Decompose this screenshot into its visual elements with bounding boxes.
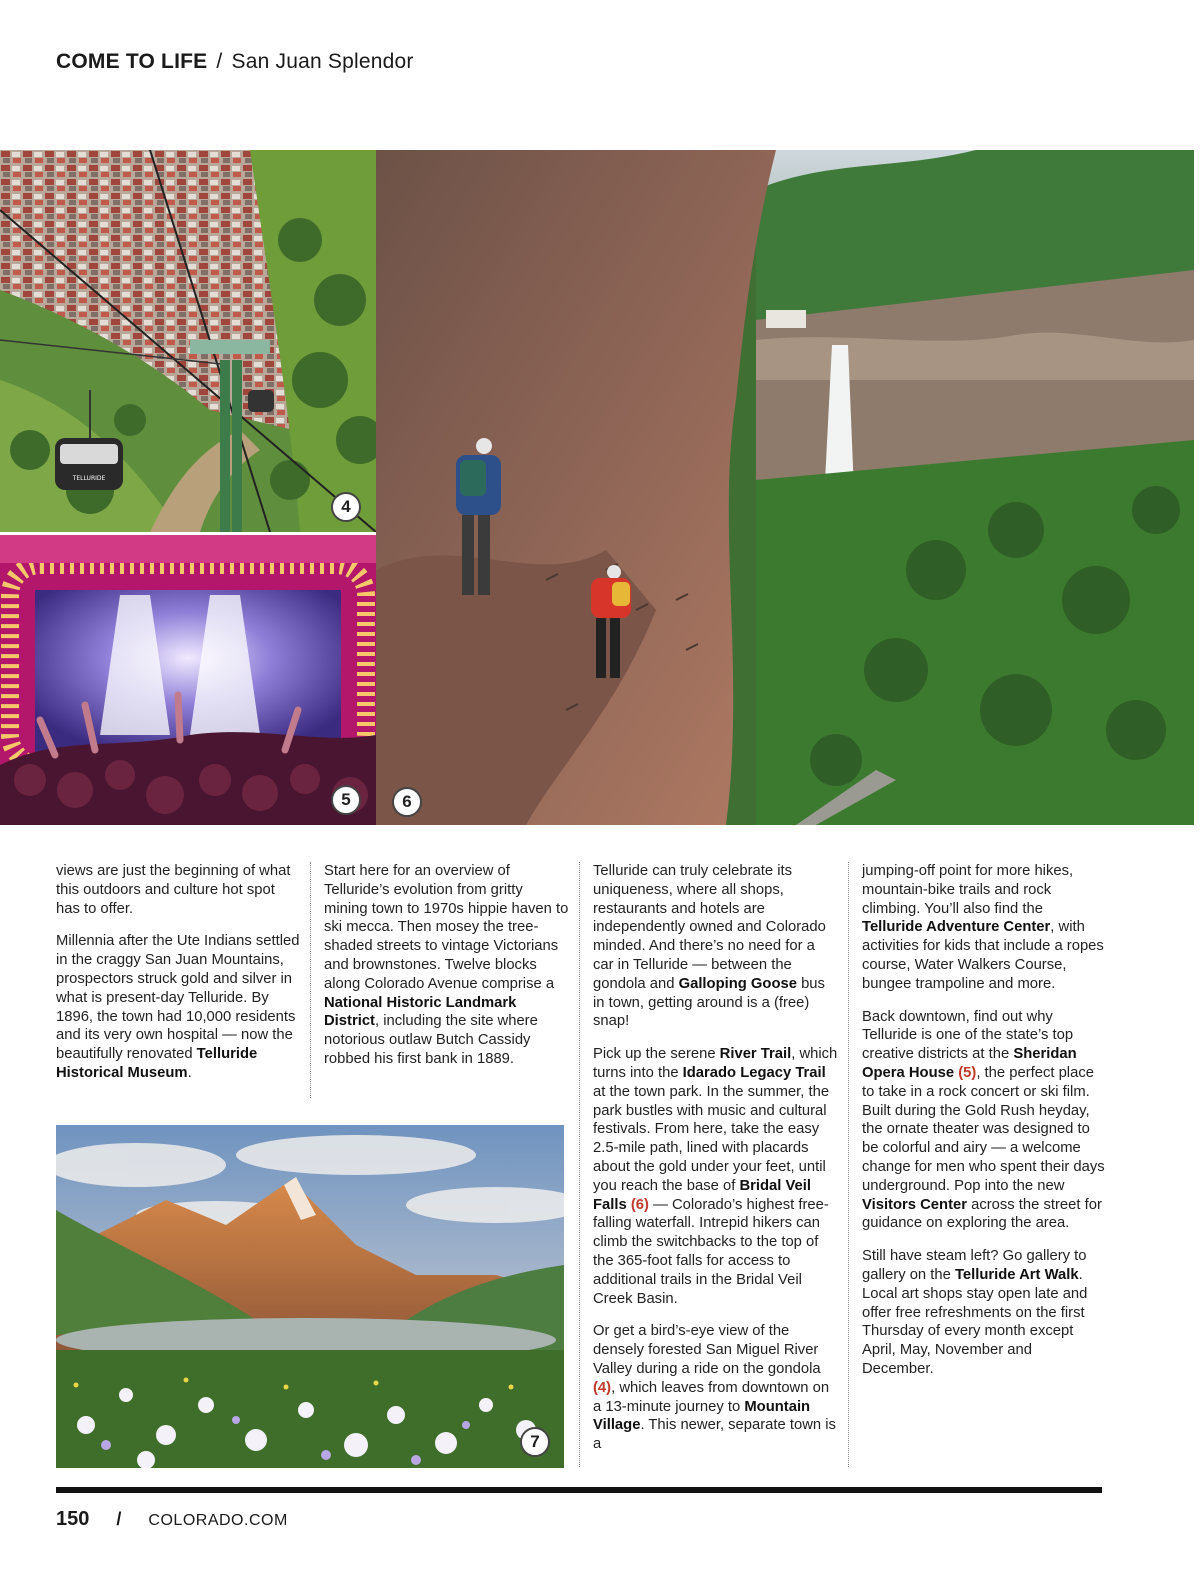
column-divider bbox=[310, 862, 311, 1098]
place-name: Telluride Historical Museum bbox=[56, 1046, 258, 1081]
text-column-4 bbox=[862, 862, 1107, 1393]
photo-number-badge: 4 bbox=[331, 492, 361, 522]
gondola-cabin-text: TELLURIDE bbox=[72, 475, 106, 482]
body-text: , which turns into the bbox=[593, 1046, 838, 1081]
body-text: bus in town, getting around is a (free) snap! bbox=[593, 975, 825, 1030]
body-text: , including the site where notorious outlaw Butch Cassidy robbed his first bank in 1889. bbox=[324, 1013, 538, 1067]
text-column-2 bbox=[324, 862, 569, 1083]
place-name: Telluride Art Walk bbox=[954, 1266, 1079, 1283]
place-name: Mountain Village bbox=[593, 1398, 811, 1434]
place-name: Telluride Adventure Center bbox=[862, 919, 1051, 936]
opera-house-photo bbox=[0, 535, 376, 825]
body-text: . This newer, separate town is a bbox=[593, 1417, 836, 1453]
page-footer bbox=[56, 1508, 288, 1531]
section-label: COME TO LIFE bbox=[56, 50, 208, 73]
body-text: Or get a bird’s-eye view of the densely forested San Miguel River Valley during a ride on the gondola bbox=[593, 1323, 821, 1377]
place-name: Idarado Legacy Trail bbox=[682, 1064, 826, 1081]
body-paragraph bbox=[862, 862, 1107, 994]
column-divider bbox=[579, 862, 580, 1467]
place-name: Bridal Veil Falls bbox=[593, 1177, 811, 1213]
body-text: . bbox=[187, 1064, 192, 1081]
footer-separator: / bbox=[116, 1509, 122, 1529]
body-paragraph bbox=[593, 1322, 838, 1454]
gondola-photo bbox=[0, 150, 376, 532]
text-column-3 bbox=[593, 862, 838, 1468]
body-text: jumping-off point for more hikes, mountain-bike trails and rock climbing. You’ll also find the bbox=[862, 863, 1074, 917]
photo-number-badge: 5 bbox=[331, 785, 361, 815]
body-paragraph bbox=[862, 1008, 1107, 1234]
photo-number-badge: 6 bbox=[392, 787, 422, 817]
body-text: views are just the beginning of what this outdoors and culture hot spot has to offer. bbox=[56, 863, 291, 917]
photo-reference-number: (4) bbox=[593, 1379, 612, 1396]
body-paragraph bbox=[593, 862, 838, 1031]
body-text: , with activities for kids that include a ropes course, Water Walkers Course, bungee trampoline and more. bbox=[862, 919, 1104, 992]
column-divider bbox=[848, 862, 849, 1467]
page-header bbox=[56, 50, 414, 74]
site-link[interactable]: COLORADO.COM bbox=[148, 1512, 288, 1529]
place-name: Sheridan Opera House bbox=[862, 1046, 1077, 1081]
body-text: Telluride can truly celebrate its uniqueness, where all shops, restaurants and hotels are independently owned and Colorado minded. And there’s no need for a car in Telluride — between the gondola and bbox=[593, 863, 826, 992]
mountain-lake-photo bbox=[56, 1125, 564, 1468]
text-column-1 bbox=[56, 862, 301, 1097]
place-name: National Historic Landmark District bbox=[324, 994, 517, 1030]
body-text: . Local art shops stay open late and offer free refreshments on the first Thursday of every month except April, May, November and December. bbox=[862, 1266, 1088, 1377]
body-text: Still have steam left? Go gallery to gallery on the bbox=[862, 1248, 1087, 1283]
photo-reference-number: (6) bbox=[630, 1196, 649, 1213]
body-text: Back downtown, find out why Telluride is one of the state’s top creative districts at the bbox=[862, 1008, 1074, 1063]
page-number: 150 bbox=[56, 1508, 90, 1530]
header-separator: / bbox=[216, 50, 223, 73]
body-paragraph bbox=[324, 862, 569, 1069]
body-text: Pick up the serene bbox=[593, 1046, 720, 1063]
body-paragraph bbox=[56, 932, 301, 1082]
bridal-veil-falls-photo bbox=[376, 150, 1194, 825]
place-name: Galloping Goose bbox=[678, 975, 797, 992]
body-text: across the street for guidance on exploring the area. bbox=[862, 1196, 1102, 1232]
place-name: Visitors Center bbox=[862, 1196, 967, 1213]
body-text: — Colorado’s highest free-falling waterfall. Intrepid hikers can climb the switchbacks to the top of the 365-foot falls for access to additional trails in the Bridal Veil Creek Basin. bbox=[593, 1196, 829, 1307]
photo-number-badge: 7 bbox=[520, 1427, 550, 1457]
body-text: Start here for an overview of Telluride’s evolution from gritty mining town to 1970s hippie haven to ski mecca. Then mosey the tree-shaded streets to vintage Victorians and brownstones. Twelve blocks along Colorado Avenue comprise a bbox=[324, 863, 569, 992]
article-title: San Juan Splendor bbox=[231, 50, 414, 73]
footer-rule bbox=[56, 1487, 1102, 1493]
body-paragraph bbox=[862, 1247, 1107, 1379]
body-paragraph bbox=[56, 862, 301, 918]
body-text: Millennia after the Ute Indians settled in the craggy San Juan Mountains, prospectors struck gold and silver in what is present-day Telluride. By 1896, the town had 10,000 residents and its very own hospital — now the beautifully renovated bbox=[56, 933, 300, 1063]
body-text: , the perfect place to take in a rock concert or ski film. Built during the Gold Rush heyday, the ornate theater was designed to be colorful and airy — a welcome change for men who spent their days underground. Pop into the new bbox=[862, 1064, 1105, 1194]
body-paragraph bbox=[593, 1045, 838, 1308]
body-text: , which leaves from downtown on a 13-minute journey to bbox=[593, 1379, 830, 1415]
photo-reference-number: (5) bbox=[958, 1064, 977, 1081]
body-text: at the town park. In the summer, the park bustles with music and cultural festivals. From here, take the easy 2.5-mile path, lined with placards about the gold under your feet, until you reach the base of bbox=[593, 1083, 830, 1194]
place-name: River Trail bbox=[719, 1046, 792, 1063]
